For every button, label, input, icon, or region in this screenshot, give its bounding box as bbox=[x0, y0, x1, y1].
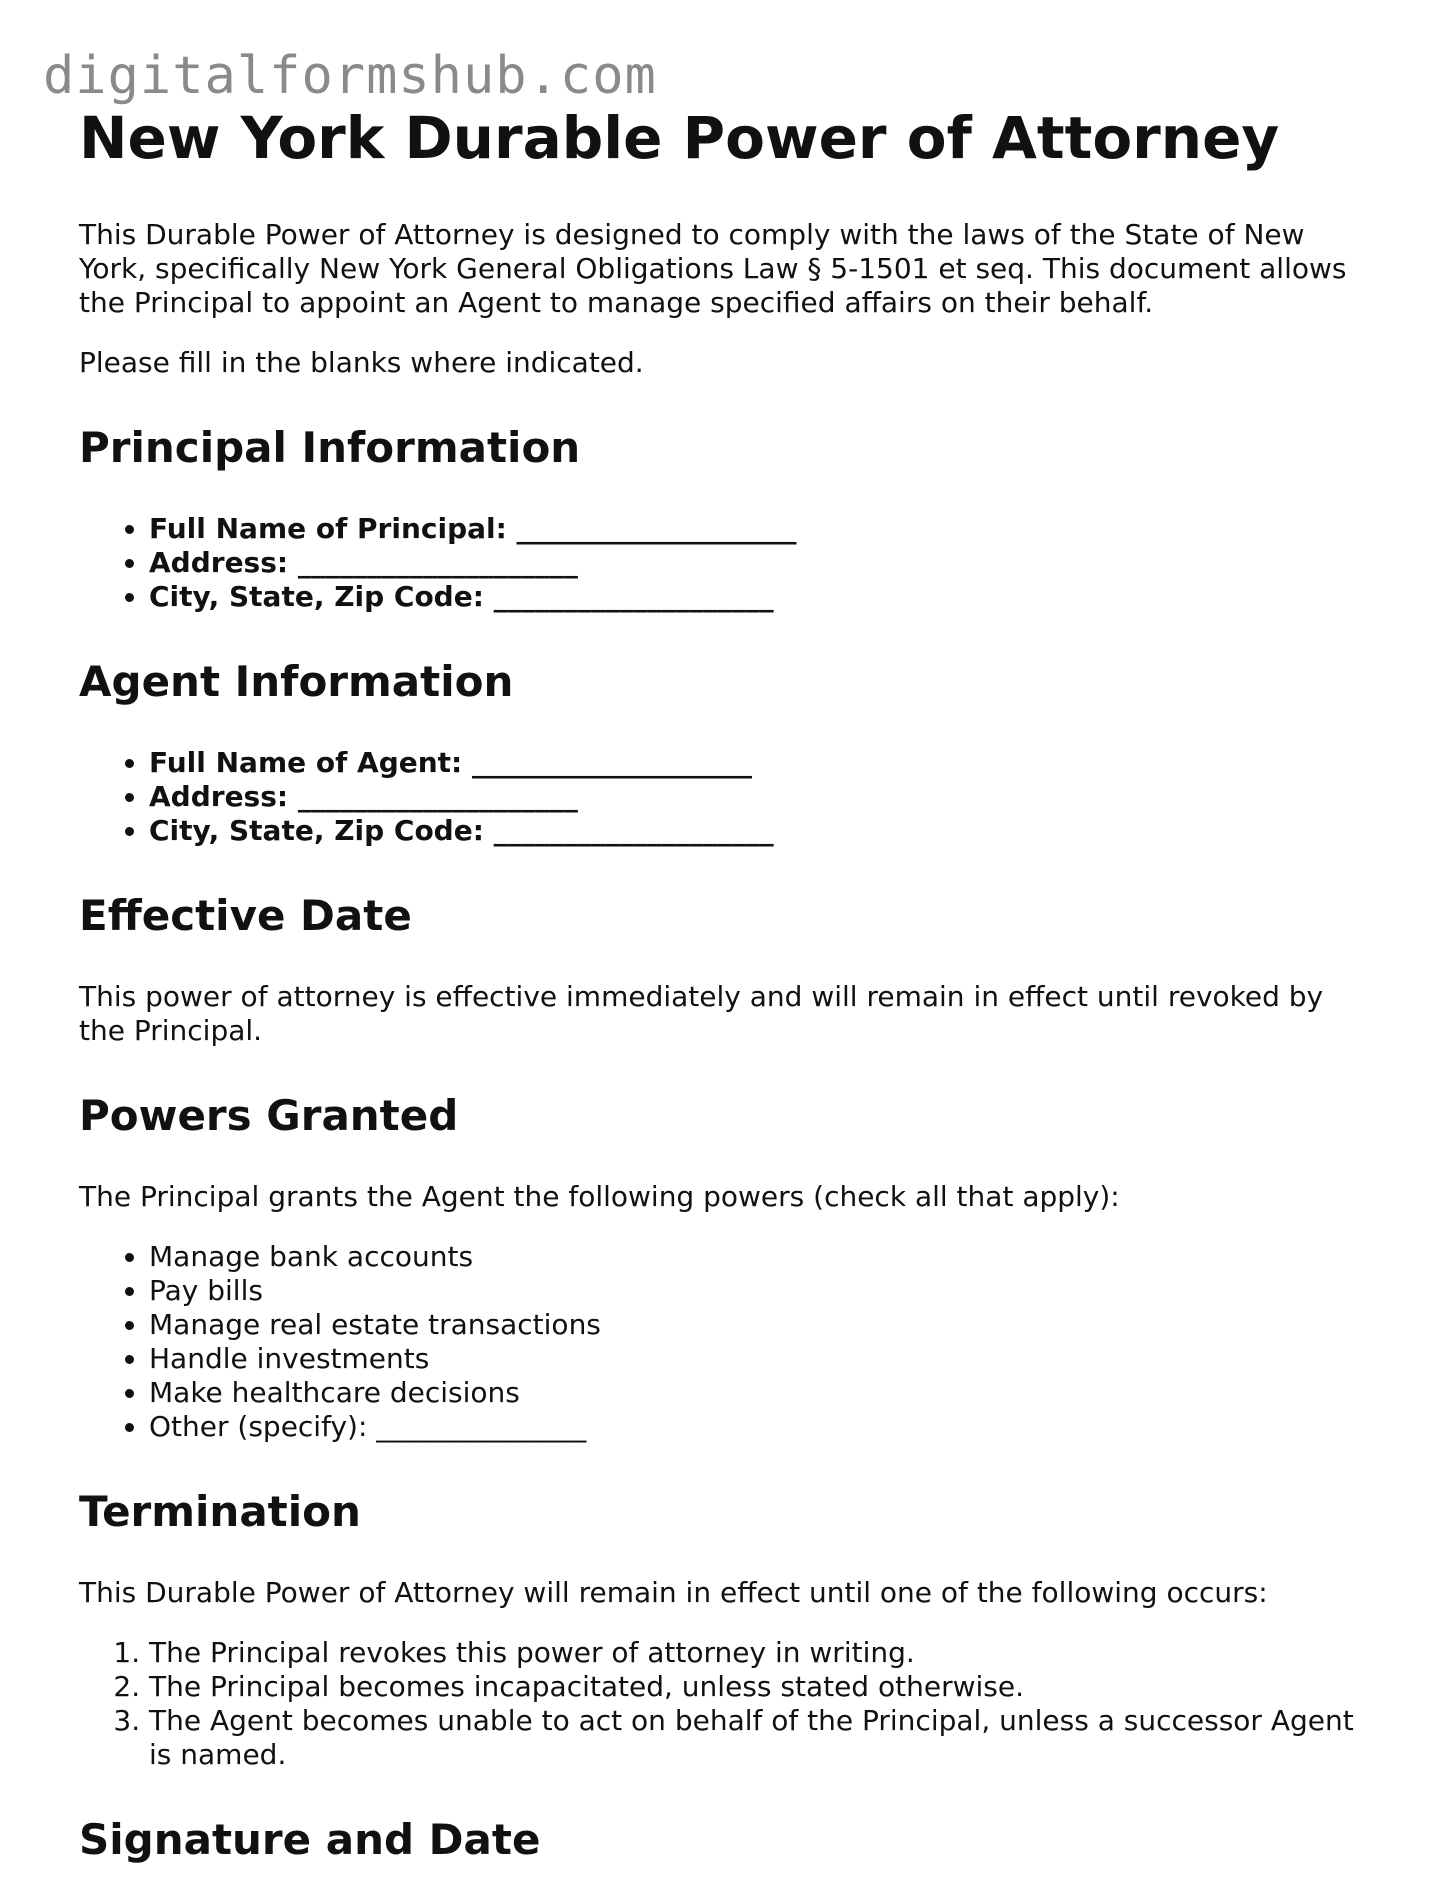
power-item-other-field[interactable]: • Other (specify): _______________ bbox=[149, 1410, 1369, 1444]
termination-item: 3. The Agent becomes unable to act on behalf of the Principal, unless a successor Agent is named. bbox=[149, 1704, 1369, 1772]
termination-item: 2. The Principal becomes incapacitated, unless stated otherwise. bbox=[149, 1670, 1369, 1704]
termination-intro: This Durable Power of Attorney will remain in effect until one of the following occurs: bbox=[79, 1576, 1268, 1609]
instructions-paragraph: Please fill in the blanks where indicated. bbox=[79, 346, 644, 379]
agent-name-field[interactable]: • Full Name of Agent: ____________________ bbox=[149, 746, 1369, 780]
intro-paragraph: This Durable Power of Attorney is designed to comply with the laws of the State of New York, specifically New York General Obligations Law § 5-1501 et seq. This document allows the Principal to appoint an Agent to manage specified affairs on their behalf. bbox=[79, 218, 1347, 319]
powers-heading: Powers Granted bbox=[79, 1091, 459, 1140]
effective-date-paragraph: This power of attorney is effective immediately and will remain in effect until revoked by the Principal. bbox=[79, 980, 1324, 1047]
termination-item: 1. The Principal revokes this power of attorney in writing. bbox=[149, 1636, 1369, 1670]
principal-heading: Principal Information bbox=[79, 423, 581, 472]
termination-list bbox=[79, 1636, 1369, 1772]
powers-intro: The Principal grants the Agent the following powers (check all that apply): bbox=[79, 1180, 1120, 1213]
principal-name-field[interactable]: • Full Name of Principal: ____________________ bbox=[149, 512, 1369, 546]
agent-fields-list bbox=[79, 746, 1369, 848]
agent-city-state-zip-field[interactable]: • City, State, Zip Code: ____________________ bbox=[149, 814, 1369, 848]
document bbox=[79, 96, 1369, 1904]
watermark-text: digitalformshub.com bbox=[43, 46, 657, 106]
signature-heading: Signature and Date bbox=[79, 1815, 541, 1864]
power-item-investments: • Handle investments bbox=[149, 1342, 1369, 1376]
agent-heading: Agent Information bbox=[79, 657, 514, 706]
principal-city-state-zip-field[interactable]: • City, State, Zip Code: ____________________ bbox=[149, 580, 1369, 614]
power-item-pay-bills: • Pay bills bbox=[149, 1274, 1369, 1308]
effective-date-heading: Effective Date bbox=[79, 891, 412, 940]
principal-fields-list bbox=[79, 512, 1369, 614]
principal-address-field[interactable]: • Address: ____________________ bbox=[149, 546, 1369, 580]
power-item-bank-accounts: • Manage bank accounts bbox=[149, 1240, 1369, 1274]
powers-list bbox=[79, 1240, 1369, 1444]
power-item-real-estate: • Manage real estate transactions bbox=[149, 1308, 1369, 1342]
power-item-healthcare: • Make healthcare decisions bbox=[149, 1376, 1369, 1410]
agent-address-field[interactable]: • Address: ____________________ bbox=[149, 780, 1369, 814]
termination-heading: Termination bbox=[79, 1487, 361, 1536]
document-title: New York Durable Power of Attorney bbox=[79, 104, 1280, 172]
